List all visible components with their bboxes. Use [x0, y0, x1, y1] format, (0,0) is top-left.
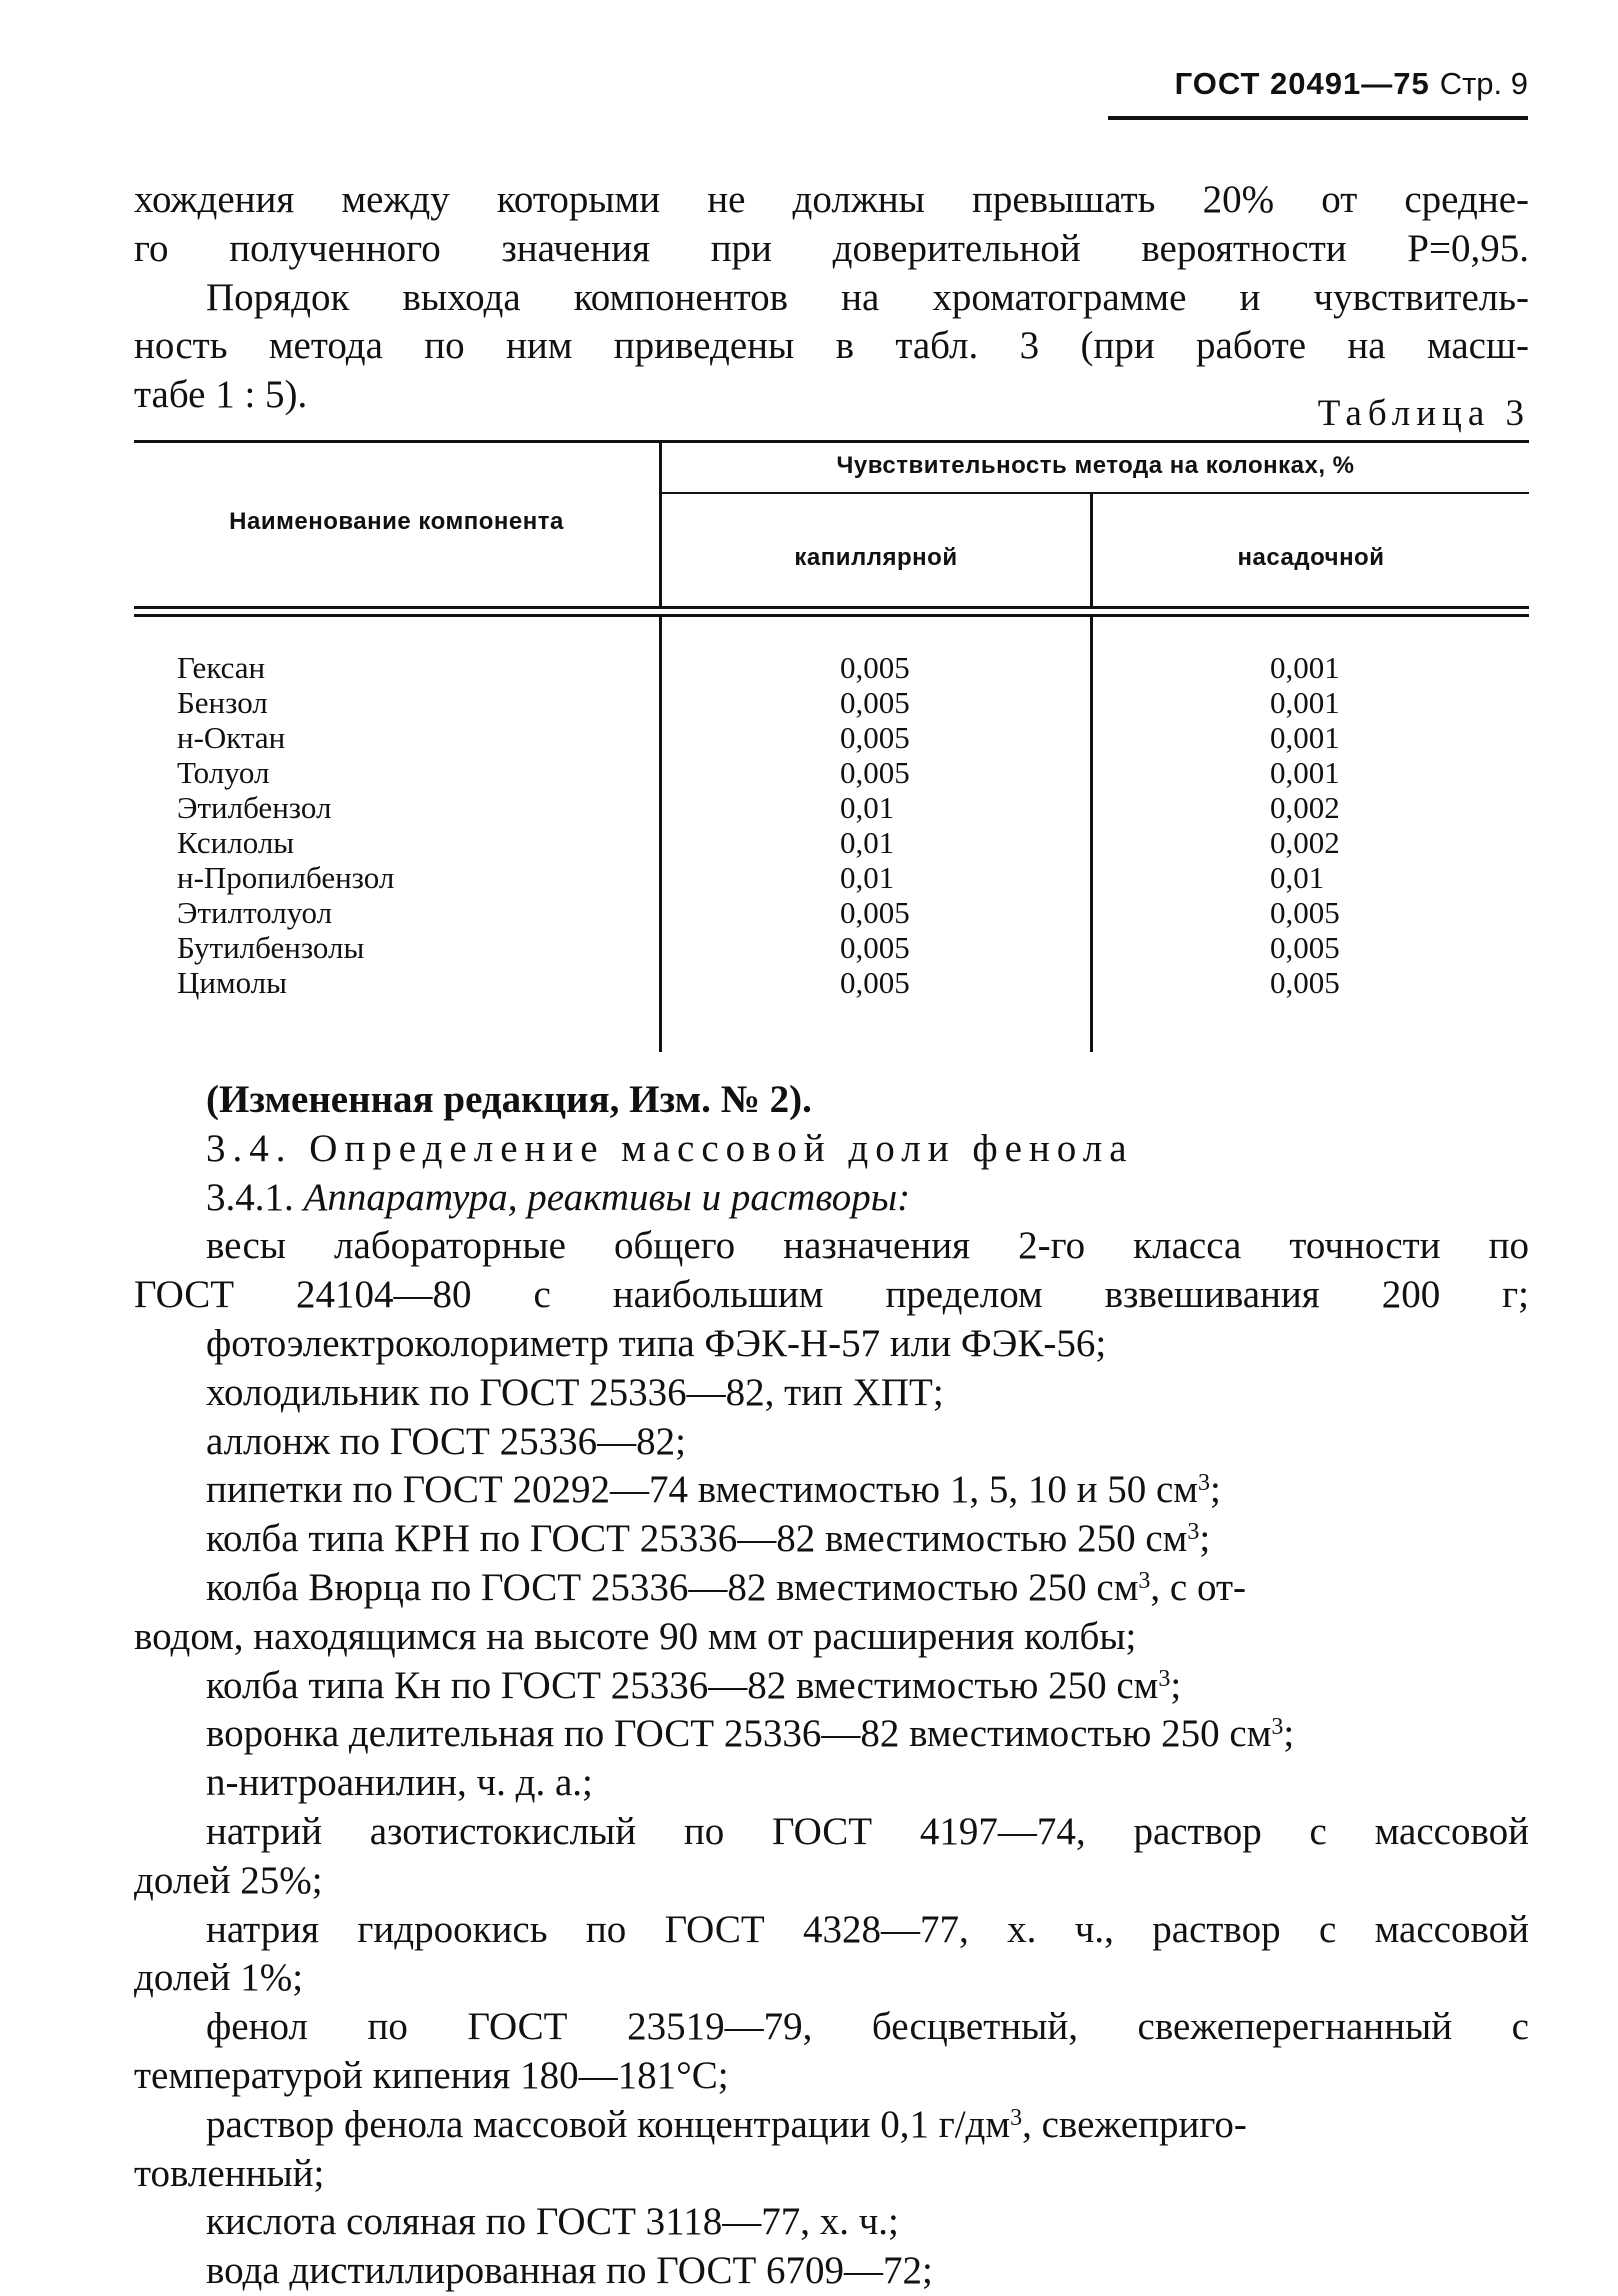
superscript: 3	[1197, 1470, 1210, 1497]
packed-value: 0,01	[1270, 860, 1325, 895]
table-group-rule	[662, 492, 1529, 494]
column-header-capillary: капиллярной	[794, 544, 958, 571]
intro-paragraph	[134, 176, 1529, 420]
reagent-line: n-нитроанилин, ч. д. а.;	[206, 1761, 593, 1805]
packed-value: 0,005	[1270, 930, 1340, 965]
reagent-line: температурой кипения 180—181°С;	[134, 2053, 729, 2097]
subsection-number: 3.4.1.	[206, 1175, 294, 1219]
packed-value: 0,001	[1270, 755, 1340, 790]
page-number: Стр. 9	[1439, 66, 1528, 101]
table-caption: Таблица 3	[1317, 393, 1530, 434]
packed-value: 0,005	[1270, 895, 1340, 930]
page-header	[1108, 66, 1528, 102]
column-header-component: Наименование компонента	[229, 508, 564, 535]
table-column-divider	[659, 617, 662, 1052]
component-name: Бензол	[177, 685, 268, 720]
punctuation: ;	[1199, 1517, 1211, 1561]
reagent-line: натрий азотистокислый по ГОСТ 4197—74, раствор с массовой	[206, 1809, 1529, 1853]
table-header-rule	[134, 606, 1529, 609]
packed-column	[1270, 650, 1340, 1000]
equipment-line: водом, находящимся на высоте 90 мм от расширения колбы;	[134, 1614, 1137, 1658]
packed-value: 0,001	[1270, 685, 1340, 720]
packed-value: 0,005	[1270, 965, 1340, 1000]
component-name: Гексан	[177, 650, 266, 685]
reagent-text: , свежеприго-	[1022, 2102, 1247, 2146]
reagent-line: кислота соляная по ГОСТ 3118—77, х. ч.;	[206, 2200, 899, 2244]
capillary-value: 0,01	[840, 825, 895, 860]
intro-line: Порядок выхода компонентов на хроматограмме и чувствитель-	[206, 275, 1529, 319]
reagent-line	[134, 2101, 1529, 2150]
packed-value: 0,002	[1270, 790, 1340, 825]
capillary-value: 0,005	[840, 965, 910, 1000]
component-name: Бутилбензолы	[177, 930, 365, 965]
column-header-packed: насадочной	[1237, 544, 1385, 571]
reagent-line: товленный;	[134, 2151, 325, 2195]
capillary-value: 0,005	[840, 720, 910, 755]
body-text	[134, 1076, 1529, 2296]
punctuation: ;	[1209, 1468, 1221, 1512]
capillary-value: 0,005	[840, 755, 910, 790]
section-heading: 3.4. Определение массовой доли фенола	[206, 1126, 1134, 1170]
sensitivity-table	[134, 440, 1529, 1052]
component-column	[177, 650, 394, 1000]
table-column-divider	[1090, 617, 1093, 1052]
superscript: 3	[1158, 1665, 1171, 1692]
intro-line: хождения между которыми не должны превышать 20% от средне-	[134, 178, 1529, 221]
equipment-line	[134, 1662, 1529, 1711]
component-name: Этилтолуол	[177, 895, 333, 930]
intro-line: табе 1 : 5).	[134, 373, 308, 417]
capillary-column	[840, 650, 910, 1000]
table-top-rule	[134, 440, 1529, 443]
equipment-text: , с от-	[1150, 1565, 1246, 1609]
equipment-line	[134, 1564, 1529, 1613]
equipment-text: воронка делительная по ГОСТ 25336—82 вместимостью 250 см	[206, 1712, 1272, 1756]
equipment-line: весы лабораторные общего назначения 2-го класса точности по	[206, 1224, 1529, 1268]
capillary-value: 0,01	[840, 860, 895, 895]
capillary-value: 0,01	[840, 790, 895, 825]
reagent-line: фенол по ГОСТ 23519—79, бесцветный, свежеперегнанный с	[206, 2005, 1529, 2049]
superscript: 3	[1138, 1567, 1151, 1594]
reagent-line: долей 1%;	[134, 1956, 304, 2000]
reagent-line: долей 25%;	[134, 1858, 323, 1902]
superscript: 3	[1010, 2104, 1023, 2131]
equipment-text: пипетки по ГОСТ 20292—74 вместимостью 1, 5, 10 и 50 см	[206, 1468, 1198, 1512]
capillary-value: 0,005	[840, 650, 910, 685]
equipment-line: фотоэлектроколориметр типа ФЭК-Н-57 или ФЭК-56;	[206, 1321, 1107, 1365]
punctuation: ;	[1170, 1663, 1182, 1707]
component-name: Толуол	[177, 755, 270, 790]
component-name: Цимолы	[177, 965, 287, 1000]
component-name: н-Октан	[177, 720, 286, 755]
column-header-group: Чувствительность метода на колонках, %	[836, 452, 1355, 479]
capillary-value: 0,005	[840, 930, 910, 965]
component-name: Этилбензол	[177, 790, 332, 825]
header-rule	[1108, 116, 1528, 120]
equipment-line: ГОСТ 24104—80 с наибольшим пределом взвешивания 200 г;	[134, 1273, 1529, 1317]
intro-line: ность метода по ним приведены в табл. 3 (при работе на масш-	[134, 324, 1529, 368]
packed-value: 0,002	[1270, 825, 1340, 860]
equipment-line	[134, 1466, 1529, 1515]
amendment-note: (Измененная редакция, Изм. № 2).	[206, 1078, 812, 1121]
equipment-text: колба Вюрца по ГОСТ 25336—82 вместимостью 250 см	[206, 1565, 1139, 1609]
packed-value: 0,001	[1270, 650, 1340, 685]
capillary-value: 0,005	[840, 895, 910, 930]
standard-number: ГОСТ 20491—75	[1174, 66, 1430, 101]
capillary-value: 0,005	[840, 685, 910, 720]
subsection-heading	[134, 1174, 1529, 1223]
table-header-rule	[134, 614, 1529, 617]
superscript: 3	[1187, 1519, 1200, 1546]
intro-line: го полученного значения при доверительной вероятности Р=0,95.	[134, 226, 1529, 270]
packed-value: 0,001	[1270, 720, 1340, 755]
reagent-text: раствор фенола массовой концентрации 0,1 г/дм	[206, 2102, 1011, 2146]
equipment-text: колба типа КРН по ГОСТ 25336—82 вместимостью 250 см	[206, 1517, 1188, 1561]
superscript: 3	[1271, 1714, 1284, 1741]
reagent-line: натрия гидроокись по ГОСТ 4328—77, х. ч., раствор с массовой	[206, 1907, 1529, 1951]
component-name: н-Пропилбензол	[177, 860, 395, 895]
punctuation: ;	[1283, 1712, 1295, 1756]
equipment-line	[134, 1515, 1529, 1564]
equipment-line: аллонж по ГОСТ 25336—82;	[206, 1419, 686, 1463]
reagent-line: вода дистиллированная по ГОСТ 6709—72;	[206, 2249, 933, 2293]
subsection-title: Аппаратура, реактивы и растворы:	[303, 1175, 911, 1219]
equipment-line	[134, 1710, 1529, 1759]
equipment-line: холодильник по ГОСТ 25336—82, тип ХПТ;	[206, 1370, 944, 1414]
component-name: Ксилолы	[177, 825, 295, 860]
equipment-text: колба типа Кн по ГОСТ 25336—82 вместимостью 250 см	[206, 1663, 1159, 1707]
